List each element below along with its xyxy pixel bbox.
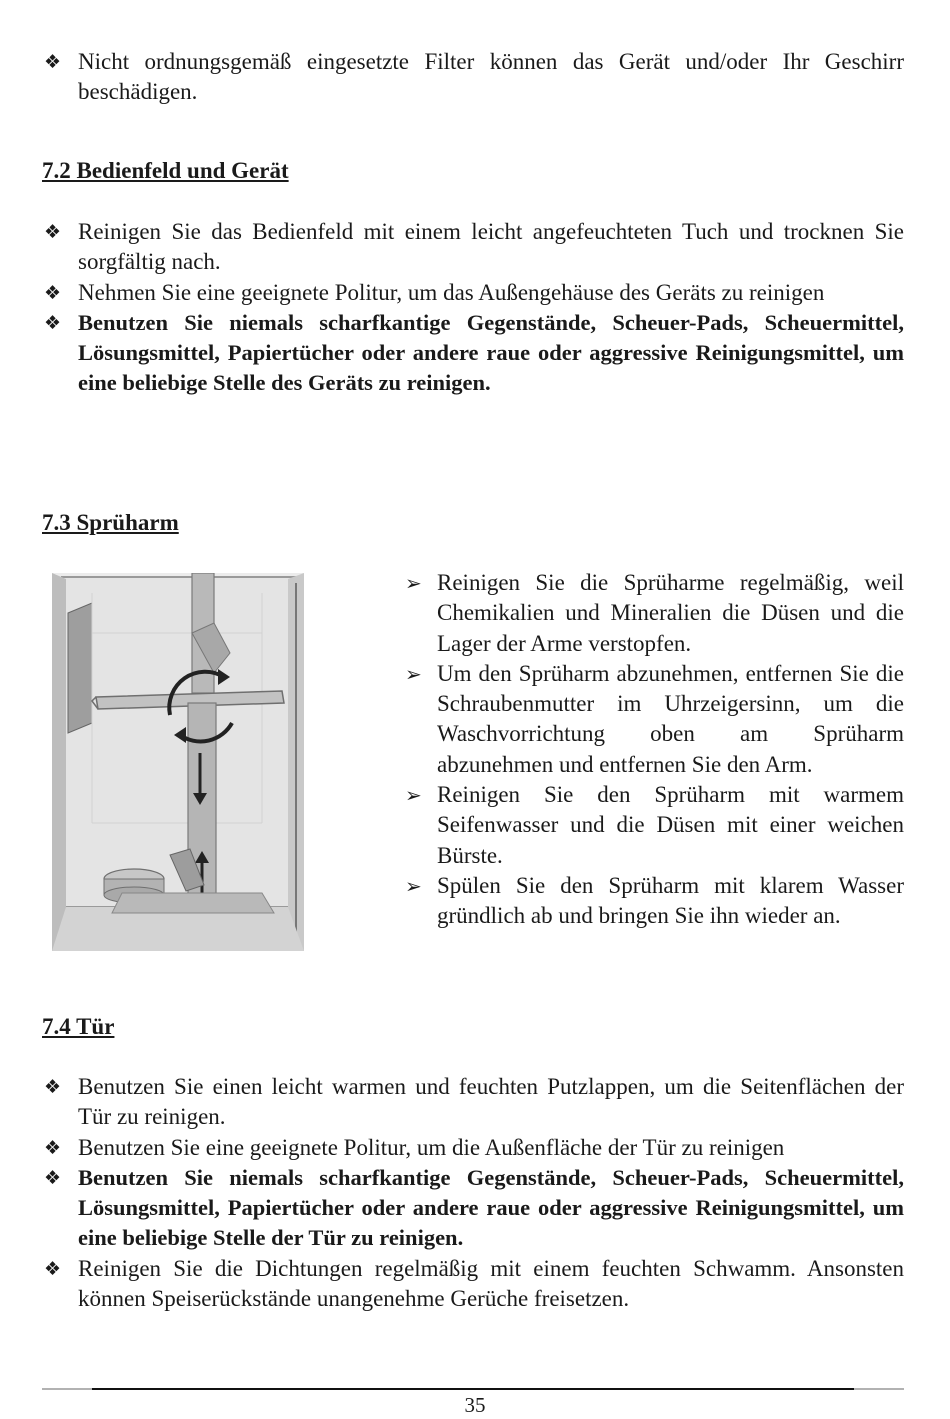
list-item [42, 1072, 904, 1133]
item-text: Reinigen Sie den Sprüharm mit warmem Seifenwasser und die Düsen mit einer weichen Bürste. [437, 782, 904, 868]
spray-arm-removal-illustration [52, 573, 304, 951]
section-7-2-bullets [42, 217, 904, 399]
list-item [42, 278, 904, 308]
diamond-bullet-icon: ❖ [44, 221, 62, 243]
list-item [405, 780, 904, 871]
diamond-bullet-icon: ❖ [44, 1076, 62, 1098]
arrow-bullet-icon: ➢ [405, 783, 422, 808]
arrow-bullet-icon: ➢ [405, 873, 422, 898]
list-item-warning [42, 1163, 904, 1254]
warning-text: Benutzen Sie niemals scharfkantige Gegenstände, Scheuer-Pads, Scheuermittel, Lösungsmittel, Papiertücher oder andere raue oder aggressive Reinigungsmittel, um eine beliebige Stelle des Geräts zu reinigen. [78, 309, 904, 396]
bullet-text: Reinigen Sie das Bedienfeld mit einem leicht angefeuchteten Tuch und trocknen Sie sorgfältig nach. [78, 219, 904, 275]
page-number: 35 [464, 1393, 486, 1417]
bullet-text: Reinigen Sie die Dichtungen regelmäßig mit einem feuchten Schwamm. Ansonsten können Speiserückstände unangenehme Gerüche freisetzen. [78, 1255, 904, 1312]
list-item [42, 47, 904, 108]
list-item-warning [42, 308, 904, 399]
list-item [42, 1133, 904, 1163]
warning-text: Benutzen Sie niemals scharfkantige Gegenstände, Scheuer-Pads, Scheuermittel, Lösungsmittel, Papiertücher oder andere raue oder aggressive Reinigungsmittel, um eine beliebige Stelle der Tür zu reinigen. [78, 1164, 904, 1251]
section-7-3-items [405, 568, 904, 932]
list-item [405, 659, 904, 780]
bullet-text: Benutzen Sie eine geeignete Politur, um die Außenfläche der Tür zu reinigen [78, 1134, 785, 1160]
section-heading-7-4: 7.4 Tür [42, 1014, 115, 1039]
diamond-bullet-icon: ❖ [44, 1166, 62, 1189]
bullet-text: Nicht ordnungsgemäß eingesetzte Filter können das Gerät und/oder Ihr Geschirr beschädigen. [78, 49, 904, 105]
bullet-text: Benutzen Sie einen leicht warmen und feuchten Putzlappen, um die Seitenflächen der Tür zu reinigen. [78, 1074, 904, 1130]
intro-bullet-list [42, 47, 904, 108]
arrow-bullet-icon: ➢ [405, 661, 422, 686]
footer-divider [42, 1388, 904, 1390]
diamond-bullet-icon: ❖ [44, 281, 62, 304]
list-item [405, 568, 904, 659]
diamond-bullet-icon: ❖ [44, 51, 62, 73]
section-heading-7-2: 7.2 Bedienfeld und Gerät [42, 158, 289, 183]
section-heading-7-3: 7.3 Sprüharm [42, 510, 179, 535]
diamond-bullet-icon: ❖ [44, 1257, 62, 1280]
item-text: Um den Sprüharm abzunehmen, entfernen Sie die Schraubenmutter im Uhrzeigersinn, um die Waschvorrichtung oben am Sprüharm abzunehmen und entfernen Sie den Arm. [437, 660, 904, 777]
list-item [405, 871, 904, 932]
arrow-bullet-icon: ➢ [405, 571, 422, 595]
list-item [42, 217, 904, 278]
bullet-text: Nehmen Sie eine geeignete Politur, um das Außengehäuse des Geräts zu reinigen [78, 279, 825, 305]
list-item [42, 1254, 904, 1315]
diamond-bullet-icon: ❖ [44, 311, 62, 334]
item-text: Spülen Sie den Sprüharm mit klarem Wasser gründlich ab und bringen Sie ihn wieder an. [437, 872, 904, 929]
item-text: Reinigen Sie die Sprüharme regelmäßig, weil Chemikalien und Mineralien die Düsen und die Lager der Arme verstopfen. [437, 570, 904, 656]
diamond-bullet-icon: ❖ [44, 1136, 62, 1159]
section-7-4-bullets [42, 1072, 904, 1314]
